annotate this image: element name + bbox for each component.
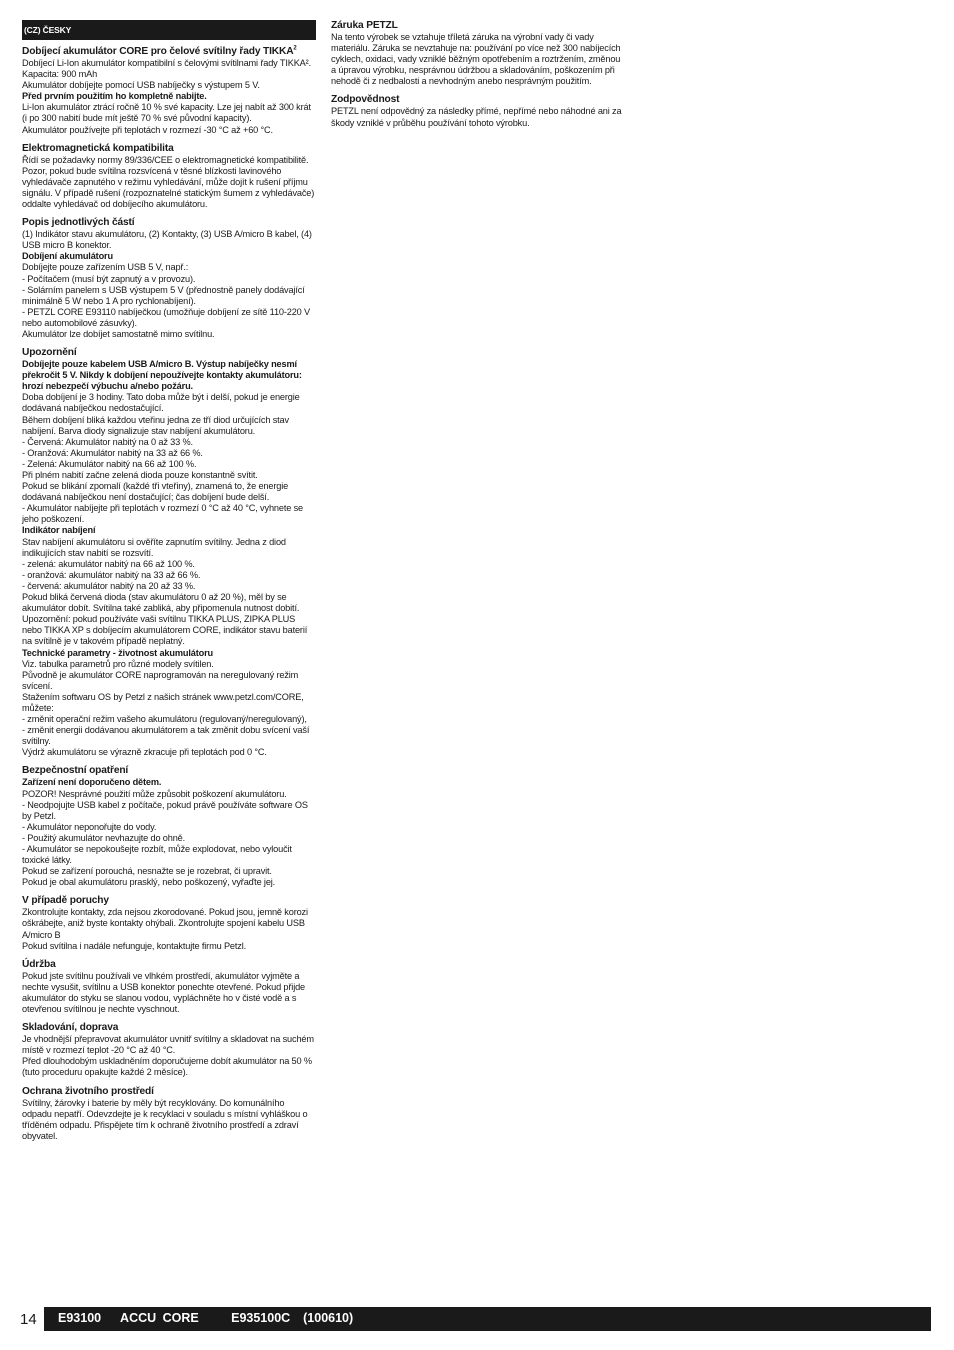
charging-line: - Počítačem (musí být zapnutý a v provozu). [22,273,196,284]
environment-paragraph: Svítilny, žárovky i baterie by měly být recyklovány. Do komunálního odpadu nepatří. Odevzdejte je k recyklaci v souladu s místní vyhláškou o tříděném odpadu. Přispějete tím k ochraně životního prostředí a zdraví obyvatel. [22,1097,308,1141]
page-number: 14 [20,1311,37,1328]
intro-bold: Před prvním použitím ho kompletně nabijte. [22,91,207,102]
indicator-line: Upozornění: pokud používáte vaši svítilnu TIKKA PLUS, ZIPKA PLUS nebo TIKKA XP s dobíjecím akumulátorem CORE, indikátor stavu baterií na svítilně je v takovém případě neplatný. [22,614,308,647]
charging-line: Akumulátor lze dobíjet samostatně mimo svítilnu. [22,328,215,339]
charging-subhead: Dobíjení akumulátoru [22,251,113,262]
indicator-line: Stav nabíjení akumulátoru si ověříte zapnutím svítilny. Jedna z diod indikujících stav nabití se rozsvítí. [22,536,286,558]
tech-subhead: Technické parametry - životnost akumulátoru [22,647,213,658]
safety-subhead: Zařízení není doporučeno dětem. [22,777,162,788]
emc-title: Elektromagnetická kompatibilita [22,142,174,154]
warning-line: Doba dobíjení je 3 hodiny. Tato doba může být i delší, pokud je energie dodávaná nabíječkou nedostačující. [22,392,300,414]
maintenance-paragraph: Pokud jste svítilnu používali ve vlhkém prostředí, akumulátor vyjměte a nechte vysušit, svítilnu a USB konektor ponechte otevřené. Pokud přijde akumulátor do styku se slanou vodou, vypláchněte ho v čisté vodě a s otevřenou svítilnou je nechte vyschnout. [22,970,306,1015]
indicator-line: - červená: akumulátor nabitý na 20 až 33 %. [22,580,196,591]
safety-line: Pokud je obal akumulátoru prasklý, nebo poškozený, vyřaďte jej. [22,877,276,888]
emc-paragraph: Řídí se požadavky normy 89/336/CEE o elektromagnetické kompatibilitě. [22,154,309,165]
storage-title: Skladování, doprava [22,1022,119,1034]
liability-paragraph: PETZL není odpovědný za následky přímé, nepřímé nebo náhodné ani za škody vzniklé v průběhu používání tohoto výrobku. [331,106,622,128]
footer-doc-ref: E93100 ACCU CORE E935100C (100610) [58,1311,354,1325]
main-title-sup: 2 [293,45,297,52]
safety-line: - Použitý akumulátor nevhazujte do ohně. [22,832,186,843]
intro-line: Akumulátor dobíjejte pomocí USB nabíječky s výstupem 5 V. [22,80,260,91]
warranty-title: Záruka PETZL [331,20,398,31]
liability-title: Zodpovědnost [331,94,400,106]
charging-line: - Solárním panelem s USB výstupem 5 V (přednostně panely dodávající minimálně 5 W nebo 1 A pro rychlonabíjení). [22,284,305,306]
warning-line: - Červená: Akumulátor nabitý na 0 až 33 %. [22,436,193,447]
footer-bar [44,1307,931,1331]
parts-paragraph: (1) Indikátor stavu akumulátoru, (2) Kontakty, (3) USB A/micro B kabel, (4) USB micro B konektor. [22,229,312,251]
intro-line: Kapacita: 900 mAh [22,69,98,80]
tech-line: Viz. tabulka parametrů pro různé modely svítilen. [22,658,214,669]
language-header: (CZ) ČESKY [22,20,316,40]
indicator-line: - oranžová: akumulátor nabitý na 33 až 66 %. [22,569,201,580]
intro-block [22,58,316,136]
intro-line: Li-Ion akumulátor ztrácí ročně 10 % své kapacity. Lze jej nabít až 300 krát (i po 300 nabití bude mít ještě 70 % své původní kapacity). [22,102,311,124]
fault-line: Pokud svítilna i nadále nefunguje, kontaktujte firmu Petzl. [22,940,247,951]
intro-line: Dobíjecí Li-Ion akumulátor kompatibilní s čelovými svítilnami řady TIKKA². [22,58,311,68]
safety-line: POZOR! Nesprávné použití může způsobit poškození akumulátoru. [22,788,287,799]
indicator-line: - zelená: akumulátor nabitý na 66 až 100 %. [22,558,195,569]
charging-line: - PETZL CORE E93110 nabíječkou (umožňuje dobíjení ze sítě 110-220 V nebo automobilové zásuvky). [22,306,311,328]
main-title [22,46,316,58]
parts-title: Popis jednotlivých částí [22,217,135,229]
emc-paragraph: Pozor, pokud bude svítilna rozsvícená v těsné blízkosti lavinového vyhledávače zapnutého v režimu vyhledávání, může dojít k rušení příjmu signálu. V případě rušení (rozpoznatelné statickým šumem z vyhledávače) oddalte vyhledávač od dobíjecího akumulátoru. [22,165,315,210]
fault-title: V případě poruchy [22,895,109,907]
indicator-line: Pokud bliká červená dioda (stav akumulátoru 0 až 20 %), měl by se akumulátor dobít. Svítilna také zabliká, aby připomenula nutnost dobití. [22,592,300,614]
tech-line: Stažením softwaru OS by Petzl z našich stránek www.petzl.com/CORE, můžete: [22,691,304,713]
safety-line: - Akumulátor se nepokoušejte rozbít, může explodovat, nebo vyloučit toxické látky. [22,844,292,866]
intro-line: Akumulátor používejte při teplotách v rozmezí -30 °C až +60 °C. [22,124,273,135]
warning-line: - Oranžová: Akumulátor nabitý na 33 až 66 %. [22,447,203,458]
environment-title: Ochrana životního prostředí [22,1085,154,1097]
warranty-paragraph: Na tento výrobek se vztahuje tříletá záruka na výrobní vady či vady materiálu. Záruka se nevztahuje na: používání po více než 300 nabíjecích cyklech, oxidaci, vady vzniklé běžným opotřebením a roztržením, změnou a úpravou výrobku, nesprávnou údržbou a skladováním, poškozením při nehodě či z nedbalosti a nevhodným anebo nesprávným použitím. [331,32,621,87]
tech-line: - změnit operační režim vašeho akumulátoru (regulovaný/neregulovaný), [22,714,307,725]
safety-line: - Neodpojujte USB kabel z počítače, pokud právě používáte software OS by Petzl. [22,799,308,821]
tech-line: - změnit energii dodávanou akumulátorem a tak změnit dobu svícení vaší svítilny. [22,725,310,747]
fault-line: Zkontrolujte kontakty, zda nejsou zkorodované. Pokud jsou, jemně korozi oškrábejte, aniž byste kontakty ohýbali. Zkontrolujte spojení kabelu USB A/micro B [22,907,308,940]
tech-line: Výdrž akumulátoru se výrazně zkracuje při teplotách pod 0 °C. [22,747,267,758]
safety-line: - Akumulátor neponořujte do vody. [22,821,157,832]
warning-line: Pokud se blikání zpomalí (každé tři vteřiny), znamená to, že energie dodávaná nabíječkou není dostačující; čas dobíjení bude delší. [22,481,289,503]
warning-title: Upozornění [22,347,77,359]
safety-title: Bezpečnostní opatření [22,765,129,777]
warning-line: - Akumulátor nabíjejte při teplotách v rozmezí 0 °C až 40 °C, vyhnete se jeho poškození. [22,503,303,525]
left-column [22,20,316,1142]
storage-line: Před dlouhodobým uskladněním doporučujeme dobít akumulátor na 50 % (tuto proceduru opakujte každé 2 měsíce). [22,1056,312,1078]
right-column [331,20,623,129]
warning-line: Během dobíjení bliká každou vteřinu jedna ze tří diod určujících stav nabíjení. Barva diody signalizuje stav nabíjení akumulátoru. [22,414,289,436]
warning-line: Při plném nabití začne zelená dioda pouze konstantně svítit. [22,470,258,480]
indicator-subhead: Indikátor nabíjení [22,525,96,536]
main-title-text: Dobíjecí akumulátor CORE pro čelové svítilny řady TIKKA [22,46,294,57]
tech-line: Původně je akumulátor CORE naprogramován na neregulovaný režim svícení. [22,669,299,691]
charging-line: Dobíjejte pouze zařízením USB 5 V, např.: [22,262,189,273]
maintenance-title: Údržba [22,958,56,970]
storage-line: Je vhodnější přepravovat akumulátor uvnitř svítilny a skladovat na suchém místě v rozmezí teplot -20 °C až 40 °C. [22,1034,314,1056]
warning-bold: Dobíjejte pouze kabelem USB A/micro B. Výstup nabíječky nesmí překročit 5 V. Nikdy k dobíjení nepoužívejte kontakty akumulátoru: hrozí nebezpečí výbuchu a/nebo požáru. [22,359,302,392]
safety-line: Pokud se zařízení porouchá, nesnažte se je rozebrat, či upravit. [22,866,272,877]
warning-line: - Zelená: Akumulátor nabitý na 66 až 100 %. [22,458,197,469]
